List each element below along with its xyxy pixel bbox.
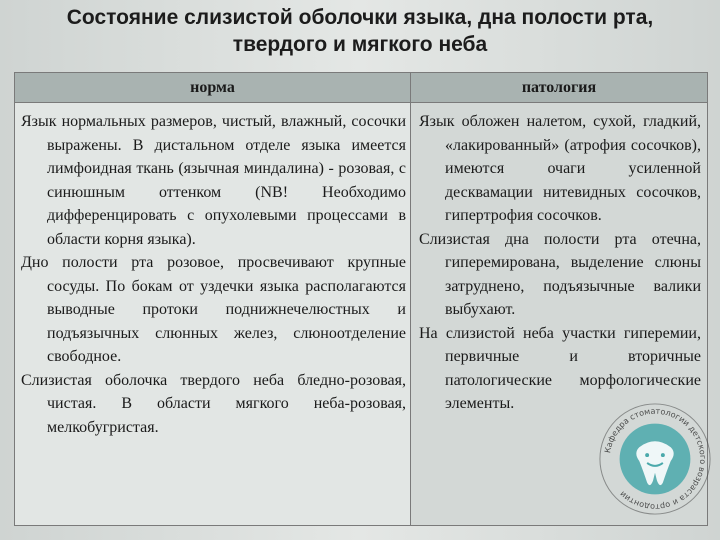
title-line-1: Состояние слизистой оболочки языка, дна полости рта, <box>66 6 654 29</box>
title-line-2: твердого и мягкого неба <box>232 33 488 56</box>
norm-paragraph-mouth-floor: Дно полости рта розовое, просвечивают крупные сосуды. По бокам от уздечки языка располагаются выводные протоки поднижнечелюстных и подъязычных слюнных желез, слюноотделение свободное. <box>21 254 406 365</box>
norm-column <box>15 103 411 525</box>
pathology-paragraph-tongue: Язык обложен налетом, сухой, гладкий, «лакированный» (атрофия сосочков), имеются очаги усиленной десквамации нитевидных сосочков, гипертрофия сосочков. <box>419 113 701 224</box>
norm-paragraph-palate: Слизистая оболочка твердого неба бледно-розовая, чистая. В области мягкого неба-розовая, мелкобугристая. <box>21 371 406 436</box>
pathology-paragraph-mouth-floor: Слизистая дна полости рта отечна, гиперемирована, выделение слюны затруднено, подъязычные валики выбухают. <box>419 230 701 318</box>
department-logo-icon <box>596 400 714 518</box>
pathology-paragraph-palate: На слизистой неба участки гиперемии, первичные и вторичные патологические морфологические элементы. <box>419 324 701 412</box>
header-norm: норма <box>15 73 411 103</box>
header-pathology: патология <box>411 73 707 103</box>
norm-paragraph-tongue: Язык нормальных размеров, чистый, влажный, сосочки выражены. В дистальном отделе языка имеется лимфоидная ткань (язычная миндалина) - розовая, с синюшным оттенком (NB! Необходимо дифференцировать с опухолевыми процессами в области корня языка). <box>21 113 406 248</box>
logo-ring-text: Кафедра стоматологии детского возраста и ортодонтии <box>603 406 708 512</box>
slide-title <box>0 4 720 58</box>
